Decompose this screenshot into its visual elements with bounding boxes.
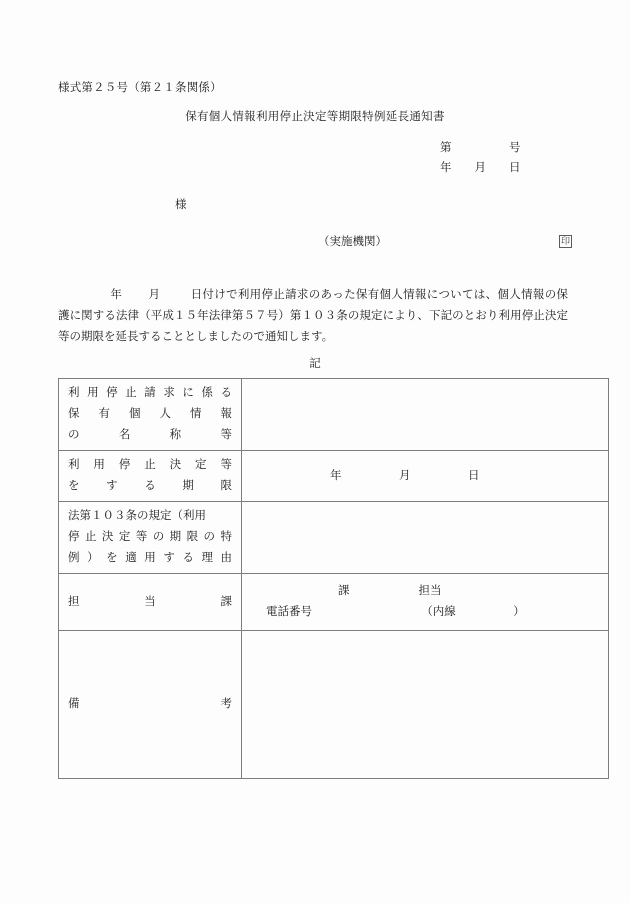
body-year-label: 年 <box>110 289 123 301</box>
form-number: 様式第２５号（第２１条関係） <box>58 82 222 94</box>
table-row <box>59 379 609 451</box>
label-line: 利 用 停 止 決 定 等 <box>68 459 232 471</box>
table-row <box>59 574 609 631</box>
label-line: 備 考 <box>68 698 232 710</box>
row-label-responsible-section <box>59 574 242 631</box>
table-row <box>59 502 609 574</box>
label-line: を す る 期 限 <box>68 480 232 492</box>
ki-marker: 記 <box>309 358 321 370</box>
label-line: 保 有 個 人 情 報 <box>68 408 232 420</box>
issue-date-line: 年 月 日 <box>440 162 521 174</box>
label-line: 停 止 決 定 等 の 期 限 の 特 <box>68 531 232 543</box>
row-label-remarks <box>59 631 242 779</box>
row-value-decision-deadline[interactable] <box>242 451 609 502</box>
row-value-target-information[interactable] <box>242 379 609 451</box>
document-title: 保有個人情報利用停止決定等期限特例延長通知書 <box>185 111 445 123</box>
body-main-text: 日付けで利用停止請求のあった保有個人情報については、個人情報の保護に関する法律（平成１５年法律第５７号）第１０３条の規定により、下記のとおり利用停止決定等の期限を延長することとしましたので通知します。 <box>58 289 569 343</box>
deadline-date-placeholder: 年 月 日 <box>330 469 480 482</box>
section-contact-line: 課 担当 <box>338 585 442 597</box>
table-row <box>59 631 609 779</box>
document-meta-block <box>440 138 580 178</box>
notification-detail-table <box>58 378 609 779</box>
label-line: の 名 称 等 <box>68 429 232 441</box>
label-line: 担 当 課 <box>68 595 232 608</box>
issuer-row <box>318 233 572 249</box>
row-label-target-information <box>59 379 242 451</box>
label-line: 法第１０３条の規定（利用 <box>68 510 206 522</box>
row-label-decision-deadline <box>59 451 242 502</box>
issuer-label: （実施機関） <box>318 236 387 248</box>
table-row <box>59 451 609 502</box>
label-line: 例 ） を 適 用 す る 理 由 <box>68 552 232 564</box>
row-label-extension-reason <box>59 502 242 574</box>
row-value-responsible-section[interactable] <box>242 574 609 631</box>
row-value-remarks[interactable] <box>242 631 609 779</box>
reference-number-line: 第 号 <box>440 142 521 154</box>
body-month-label: 月 <box>148 289 161 301</box>
addressee-suffix: 様 <box>175 199 187 211</box>
label-line: 利 用 停 止 請 求 に 係 る <box>68 387 232 399</box>
row-value-extension-reason[interactable] <box>242 502 609 574</box>
seal-icon: 印 <box>560 235 570 246</box>
phone-number-line: 電話番号 （内線 ） <box>266 606 525 618</box>
body-paragraph <box>58 285 568 348</box>
